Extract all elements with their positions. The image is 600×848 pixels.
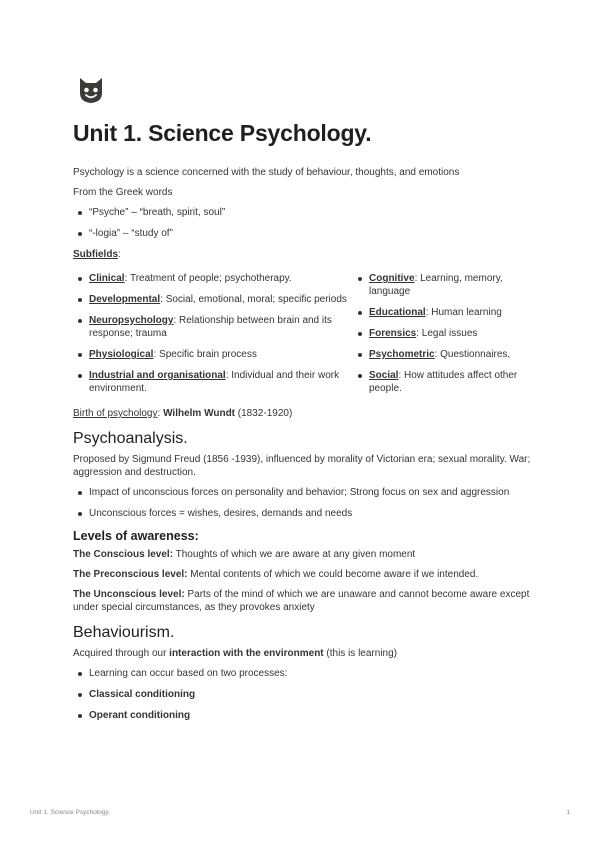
page-number: 1 — [566, 809, 570, 816]
behaviourism-heading: Behaviourism. — [73, 624, 175, 641]
list-item: Developmental: Social, emotional, moral; specific periods — [89, 293, 353, 306]
list-item: Psychometric: Questionnaires, — [369, 348, 523, 361]
footer-title: Unit 1. Science Psychology. — [30, 809, 111, 816]
psychoanalysis-list — [73, 486, 535, 520]
mask-icon — [76, 75, 106, 105]
list-item: Clinical: Treatment of people; psychotherapy. — [89, 272, 353, 285]
psychoanalysis-heading: Psychoanalysis. — [73, 430, 188, 447]
list-item: Forensics: Legal issues — [369, 327, 523, 340]
list-item: Operant conditioning — [89, 709, 535, 722]
intro-line: Psychology is a science concerned with the study of behaviour, thoughts, and emotions — [73, 167, 460, 178]
list-item: Cognitive: Learning, memory, language — [369, 272, 523, 298]
greek-list — [73, 206, 535, 240]
levels-heading: Levels of awareness: — [73, 529, 199, 543]
list-item: Physiological: Specific brain process — [89, 348, 353, 361]
list-item: “-logia” – “study of” — [89, 227, 535, 240]
subfields-right-column — [353, 272, 523, 403]
subfields-columns — [73, 272, 535, 403]
list-item: Impact of unconscious forces on personality and behavior; Strong focus on sex and aggression — [89, 486, 535, 499]
page-footer — [30, 809, 570, 816]
list-item: Classical conditioning — [89, 688, 535, 701]
level-unconscious: The Unconscious level: Parts of the mind of which we are unaware and cannot become aware except under special circumstances, as they provokes anxiety — [73, 589, 530, 613]
page-title: Unit 1. Science Psychology. — [73, 120, 372, 146]
psychoanalysis-text: Proposed by Sigmund Freud (1856 -1939), influenced by morality of Victorian era; sexual morality. War; aggression and destruction. — [73, 454, 531, 478]
behaviourism-list — [73, 667, 535, 722]
page-content — [73, 75, 535, 730]
list-item: Social: How attitudes affect other people. — [369, 369, 523, 395]
birth-of-psychology: Birth of psychology: Wilhelm Wundt (1832-1920) — [73, 408, 293, 419]
list-item: Unconscious forces = wishes, desires, demands and needs — [89, 507, 535, 520]
level-preconscious: The Preconscious level: Mental contents of which we could become aware if we intended. — [73, 569, 479, 580]
subfields-heading: Subfields: — [73, 249, 121, 260]
subfields-left-column — [73, 272, 353, 403]
list-item: Industrial and organisational: Individual and their work environment. — [89, 369, 353, 395]
behaviourism-text: Acquired through our interaction with the environment (this is learning) — [73, 648, 397, 659]
list-item: Neuropsychology: Relationship between brain and its response; trauma — [89, 314, 353, 340]
list-item: Educational: Human learning — [369, 306, 523, 319]
level-conscious: The Conscious level: Thoughts of which we are aware at any given moment — [73, 549, 416, 560]
intro-greek-line: From the Greek words — [73, 187, 173, 198]
list-item: Learning can occur based on two processes: — [89, 667, 535, 680]
list-item: “Psyche” – “breath, spirit, soul” — [89, 206, 535, 219]
